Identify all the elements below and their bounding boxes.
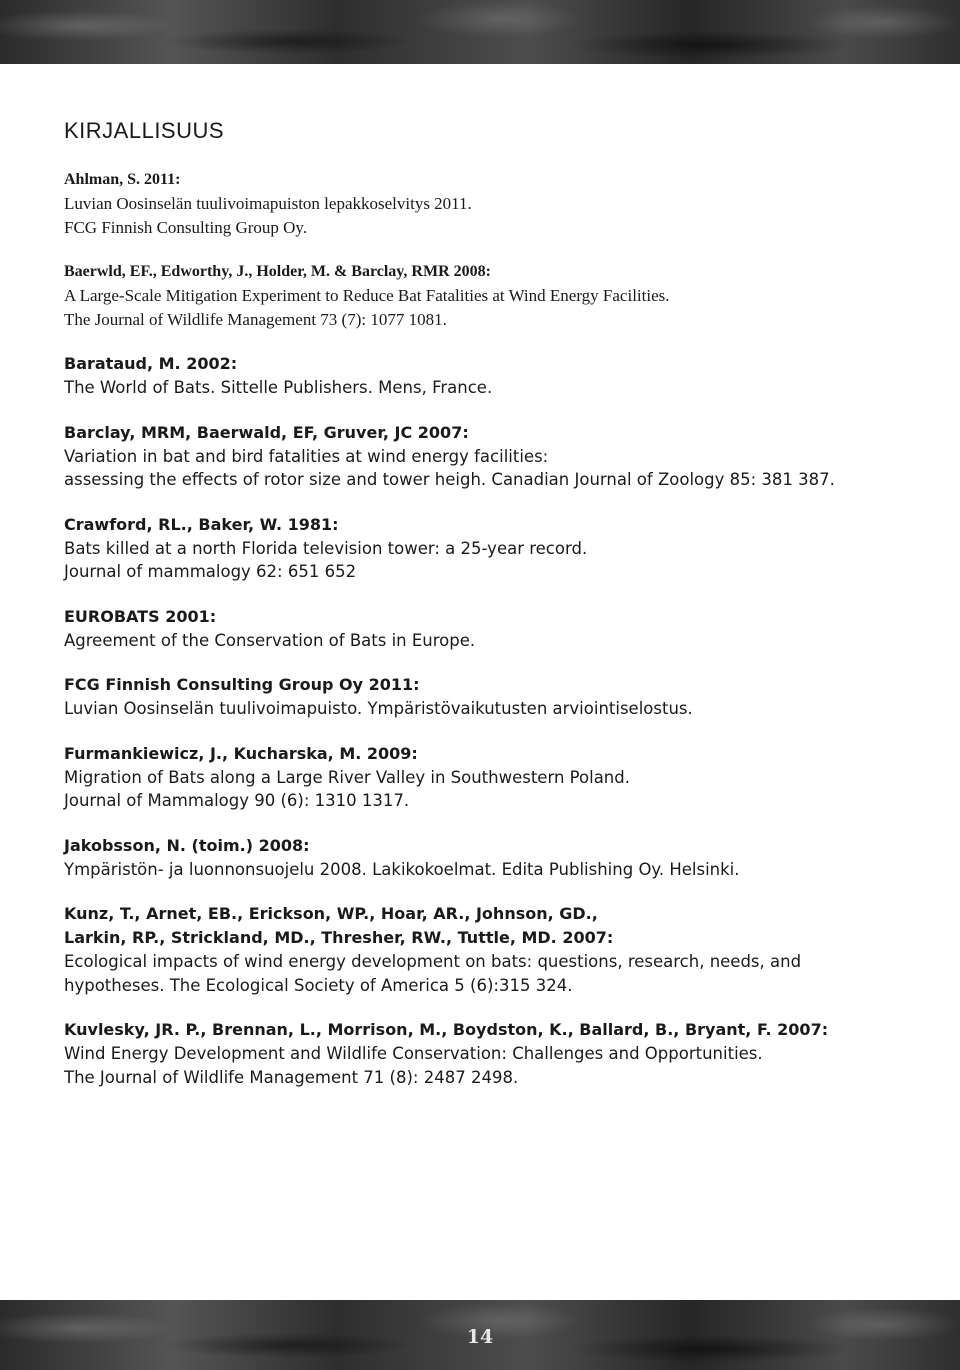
reference-line: Journal of mammalogy 62: 651 652	[64, 562, 357, 581]
reference-kunz	[64, 902, 904, 997]
reference-line: hypotheses. The Ecological Society of America 5 (6):315 324.	[64, 975, 573, 995]
reference-furmankiewicz	[64, 742, 904, 813]
reference-barataud	[64, 352, 904, 400]
reference-authors: Barclay, MRM, Baerwald, EF, Gruver, JC 2007:	[64, 422, 469, 442]
page-number: 14	[466, 1326, 494, 1348]
reference-ahlman	[64, 168, 904, 239]
reference-authors: Furmankiewicz, J., Kucharska, M. 2009:	[64, 743, 418, 763]
reference-authors: EUROBATS 2001:	[64, 606, 217, 626]
reference-authors: Kuvlesky, JR. P., Brennan, L., Morrison, M., Boydston, K., Ballard, B., Bryant, F. 2007:	[64, 1020, 829, 1039]
header-texture-band	[0, 0, 960, 64]
reference-line: Wind Energy Development and Wildlife Conservation: Challenges and Opportunities.	[64, 1044, 763, 1063]
reference-line: The Journal of Wildlife Management 73 (7): 1077 1081.	[64, 309, 447, 329]
reference-line: Luvian Oosinselän tuulivoimapuiston lepakkoselvitys 2011.	[64, 194, 472, 213]
reference-line: Ympäristön- ja luonnonsuojelu 2008. Lakikokoelmat. Edita Publishing Oy. Helsinki.	[64, 859, 740, 879]
reference-authors: Baerwld, EF., Edworthy, J., Holder, M. & Barclay, RMR 2008:	[64, 263, 491, 280]
reference-authors: FCG Finnish Consulting Group Oy 2011:	[64, 675, 420, 694]
reference-eurobats	[64, 605, 904, 653]
reference-authors: Barataud, M. 2002:	[64, 354, 238, 373]
reference-baerwld	[64, 260, 904, 331]
page-heading: KIRJALLISUUS	[64, 118, 225, 143]
reference-line: The Journal of Wildlife Management 71 (8): 2487 2498.	[64, 1067, 519, 1087]
reference-authors: Crawford, RL., Baker, W. 1981:	[64, 514, 339, 534]
reference-jakobsson	[64, 834, 904, 882]
reference-line: Variation in bat and bird fatalities at wind energy facilities:	[64, 446, 549, 466]
reference-line: Bats killed at a north Florida television tower: a 25-year record.	[64, 538, 588, 558]
reference-line: Journal of Mammalogy 90 (6): 1310 1317.	[64, 791, 410, 810]
reference-authors: Kunz, T., Arnet, EB., Erickson, WP., Hoar, AR., Johnson, GD.,	[64, 904, 598, 923]
reference-line: Agreement of the Conservation of Bats in Europe.	[64, 630, 476, 650]
reference-fcg	[64, 673, 904, 721]
reference-line: A Large-Scale Mitigation Experiment to Reduce Bat Fatalities at Wind Energy Facilities.	[64, 286, 670, 305]
reference-authors: Jakobsson, N. (toim.) 2008:	[64, 835, 310, 855]
reference-line: FCG Finnish Consulting Group Oy.	[64, 217, 308, 237]
reference-line: Luvian Oosinselän tuulivoimapuisto. Ympäristövaikutusten arviointiselostus.	[64, 699, 693, 718]
reference-authors: Ahlman, S. 2011:	[64, 171, 181, 188]
reference-line: The World of Bats. Sittelle Publishers. Mens, France.	[64, 378, 493, 397]
bibliography	[64, 118, 904, 1110]
reference-kuvlesky	[64, 1018, 904, 1089]
reference-crawford	[64, 513, 904, 584]
reference-line: Migration of Bats along a Large River Valley in Southwestern Poland.	[64, 767, 630, 787]
reference-authors: Larkin, RP., Strickland, MD., Thresher, RW., Tuttle, MD. 2007:	[64, 928, 614, 947]
reference-line: assessing the effects of rotor size and tower heigh. Canadian Journal of Zoology 85: 381 387.	[64, 470, 835, 489]
reference-line: Ecological impacts of wind energy development on bats: questions, research, needs, and	[64, 952, 802, 971]
reference-barclay	[64, 421, 904, 492]
